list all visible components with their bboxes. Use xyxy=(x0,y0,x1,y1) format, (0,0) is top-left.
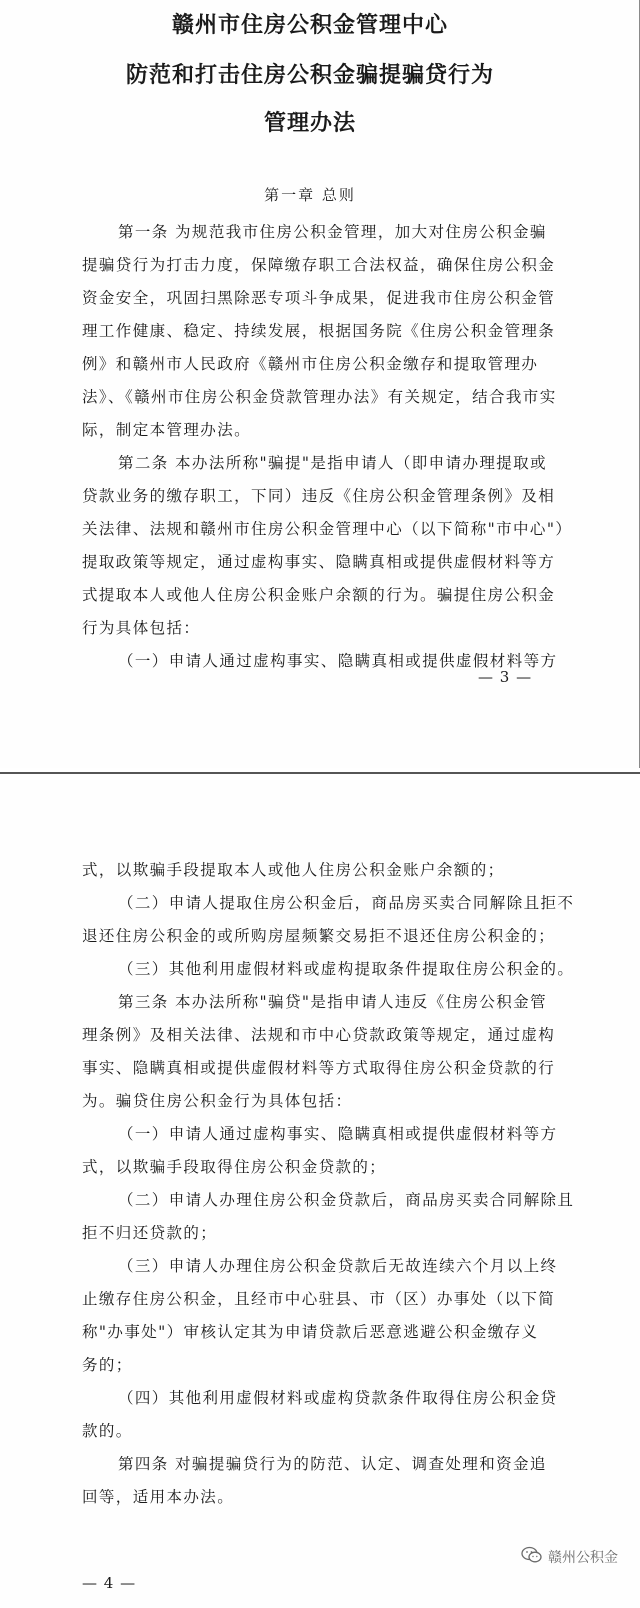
text-line: 式提取本人或他人住房公积金账户余额的行为。骗提住房公积金 xyxy=(82,586,556,604)
text-line: 法》、《赣州市住房公积金贷款管理办法》有关规定，结合我市实 xyxy=(82,388,557,406)
text-line: 回等，适用本办法。 xyxy=(82,1488,235,1506)
text-line: 退还住房公积金的或所购房屋频繁交易拒不退还住房公积金的； xyxy=(82,927,556,945)
text-line: 称"办事处"）审核认定其为申请贷款后恶意逃避公积金缴存义 xyxy=(82,1323,539,1341)
text-line: 际，制定本管理办法。 xyxy=(82,421,252,439)
text-line: 关法律、法规和赣州市住房公积金管理中心（以下简称"市中心"） xyxy=(82,520,573,538)
text-line: （三）申请人办理住房公积金贷款后无故连续六个月以上终 xyxy=(118,1257,558,1275)
text-line: （二）申请人办理住房公积金贷款后，商品房买卖合同解除且 xyxy=(118,1191,575,1209)
title-line-3: 管理办法 xyxy=(263,111,356,136)
text-line: 第一条 为规范我市住房公积金管理，加大对住房公积金骗 xyxy=(118,223,547,241)
text-line: 第三条 本办法所称"骗贷"是指申请人违反《住房公积金管 xyxy=(118,993,547,1011)
wechat-icon xyxy=(521,1546,543,1568)
text-line: 资金安全，巩固扫黑除恶专项斗争成果，促进我市住房公积金管 xyxy=(82,289,556,307)
text-line: 第四条 对骗提骗贷行为的防范、认定、调查处理和资金追 xyxy=(118,1455,547,1473)
text-line: 理条例》及相关法律、法规和市中心贷款政策等规定，通过虚构 xyxy=(82,1026,556,1044)
text-line: 提取政策等规定，通过虚构事实、隐瞒真相或提供虚假材料等方 xyxy=(82,553,556,571)
page-number: — 3 — xyxy=(478,668,533,686)
text-line: （一）申请人通过虚构事实、隐瞒真相或提供虚假材料等方 xyxy=(118,1125,558,1143)
document-page-4 xyxy=(0,772,640,1608)
document-page-3 xyxy=(0,0,640,768)
text-line: 拒不归还贷款的； xyxy=(82,1224,218,1242)
chapter-heading: 第一章 总则 xyxy=(264,186,356,204)
text-line: 为。骗贷住房公积金行为具体包括： xyxy=(82,1092,353,1110)
text-line: 行为具体包括： xyxy=(82,619,201,637)
account-watermark xyxy=(521,1546,618,1568)
text-line: 理工作健康、稳定、持续发展，根据国务院《住房公积金管理条 xyxy=(82,322,556,340)
text-line: 式，以欺骗手段提取本人或他人住房公积金账户余额的； xyxy=(82,861,505,879)
text-line: 式，以欺骗手段取得住房公积金贷款的； xyxy=(82,1158,387,1176)
title-line-1: 赣州市住房公积金管理中心 xyxy=(171,13,448,38)
text-line: 第二条 本办法所称"骗提"是指申请人（即申请办理提取或 xyxy=(118,454,547,472)
text-line: 止缴存住房公积金，且经市中心驻县、市（区）办事处（以下简 xyxy=(82,1290,556,1308)
text-line: （三）其他利用虚假材料或虚构提取条件提取住房公积金的。 xyxy=(118,960,575,978)
text-line: （四）其他利用虚假材料或虚构贷款条件取得住房公积金贷 xyxy=(118,1389,558,1407)
text-line: 例》和赣州市人民政府《赣州市住房公积金缴存和提取管理办 xyxy=(82,355,539,373)
text-line: （二）申请人提取住房公积金后，商品房买卖合同解除且拒不 xyxy=(118,894,575,912)
text-line: 贷款业务的缴存职工，下同）违反《住房公积金管理条例》及相 xyxy=(82,487,556,505)
text-line: 事实、隐瞒真相或提供虚假材料等方式取得住房公积金贷款的行 xyxy=(82,1059,556,1077)
text-line: 提骗贷行为打击力度，保障缴存职工合法权益，确保住房公积金 xyxy=(82,256,556,274)
page-number: — 4 — xyxy=(82,1574,137,1592)
text-line: 款的。 xyxy=(82,1422,133,1440)
text-line: 务的； xyxy=(82,1356,133,1374)
text-line: （一）申请人通过虚构事实、隐瞒真相或提供虚假材料等方 xyxy=(118,652,558,670)
title-line-2: 防范和打击住房公积金骗提骗贷行为 xyxy=(125,63,494,88)
watermark-text: 赣州公积金 xyxy=(548,1550,618,1566)
